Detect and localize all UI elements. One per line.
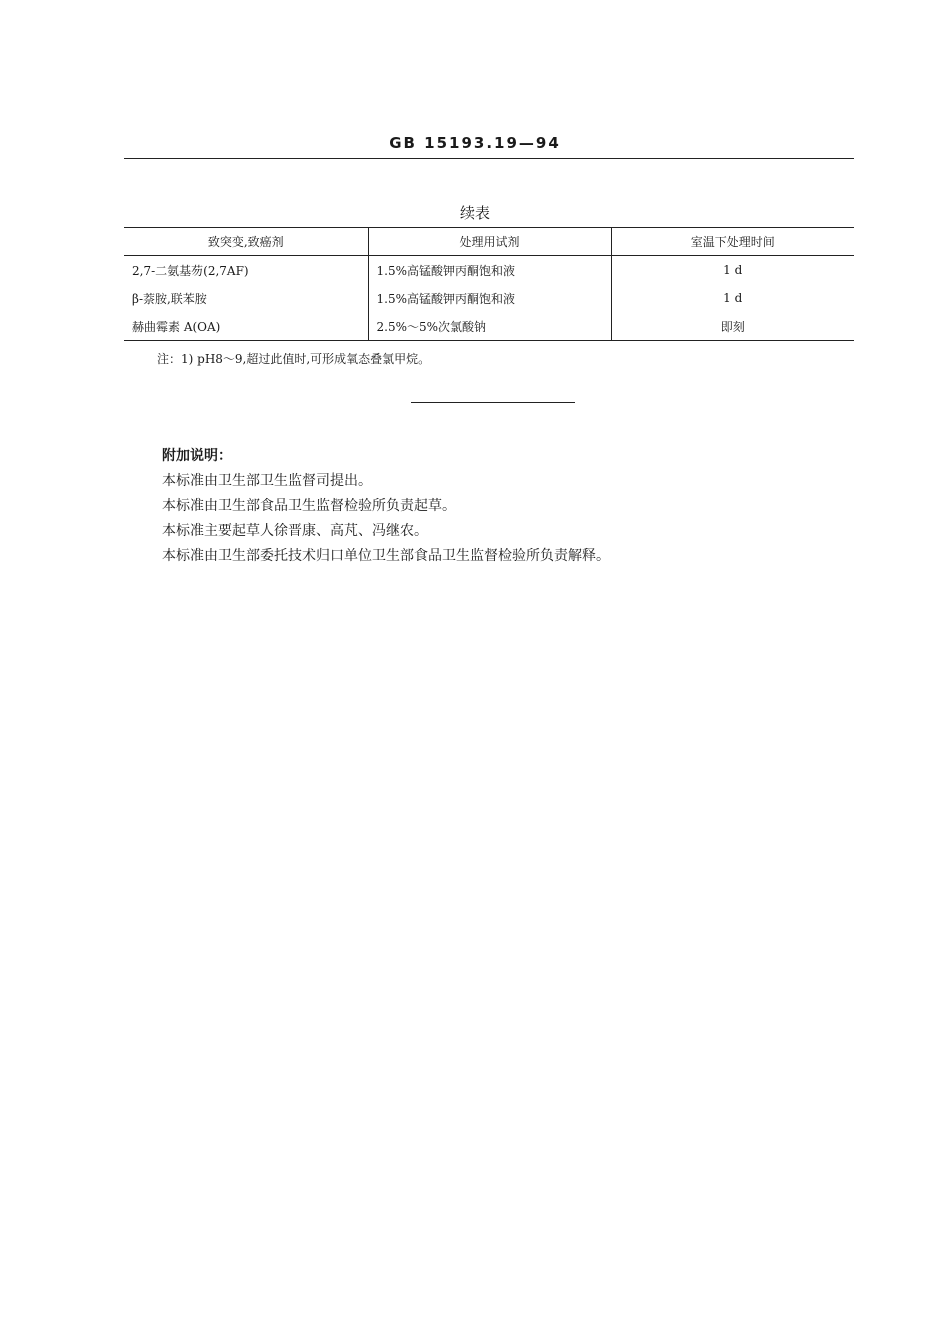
reagent-cell: 1.5%高锰酸钾丙酮饱和液 <box>368 256 611 285</box>
table-footnote: 注：1) pH8～9,超过此值时,可形成氧态叠氯甲烷。 <box>157 352 431 366</box>
section-divider <box>411 402 575 403</box>
standard-number: GB 15193.19—94 <box>389 134 561 152</box>
reagent-cell: 2.5%～5%次氯酸钠 <box>368 312 611 341</box>
table-row <box>124 284 854 312</box>
agent-cell: 赫曲霉素 A(OA) <box>124 312 368 341</box>
addendum-line: 本标准由卫生部食品卫生监督检验所负责起草。 <box>162 498 456 514</box>
column-header-agent: 致突变,致癌剂 <box>124 228 368 256</box>
agent-cell: β-萘胺,联苯胺 <box>132 291 207 306</box>
table-header-row <box>124 228 854 256</box>
header-rule <box>124 158 854 159</box>
column-header-reagent: 处理用试剂 <box>368 228 611 256</box>
table-row <box>124 312 854 341</box>
addendum-section <box>162 444 610 569</box>
addendum-line: 本标准由卫生部卫生监督司提出。 <box>162 473 372 489</box>
treatment-table <box>124 227 854 341</box>
table-caption: 续表 <box>459 204 490 222</box>
reagent-cell: 1.5%高锰酸钾丙酮饱和液 <box>368 284 611 312</box>
time-cell: 1 d <box>611 256 854 285</box>
time-cell: 即刻 <box>611 312 854 341</box>
column-header-time: 室温下处理时间 <box>611 228 854 256</box>
addendum-title: 附加说明： <box>162 448 232 464</box>
addendum-line: 本标准由卫生部委托技术归口单位卫生部食品卫生监督检验所负责解释。 <box>162 548 610 564</box>
addendum-line: 本标准主要起草人徐晋康、高芃、冯继农。 <box>162 523 428 539</box>
agent-cell: 2,7-二氨基芴(2,7AF) <box>132 263 249 278</box>
table-row <box>124 256 854 285</box>
time-cell: 1 d <box>611 284 854 312</box>
